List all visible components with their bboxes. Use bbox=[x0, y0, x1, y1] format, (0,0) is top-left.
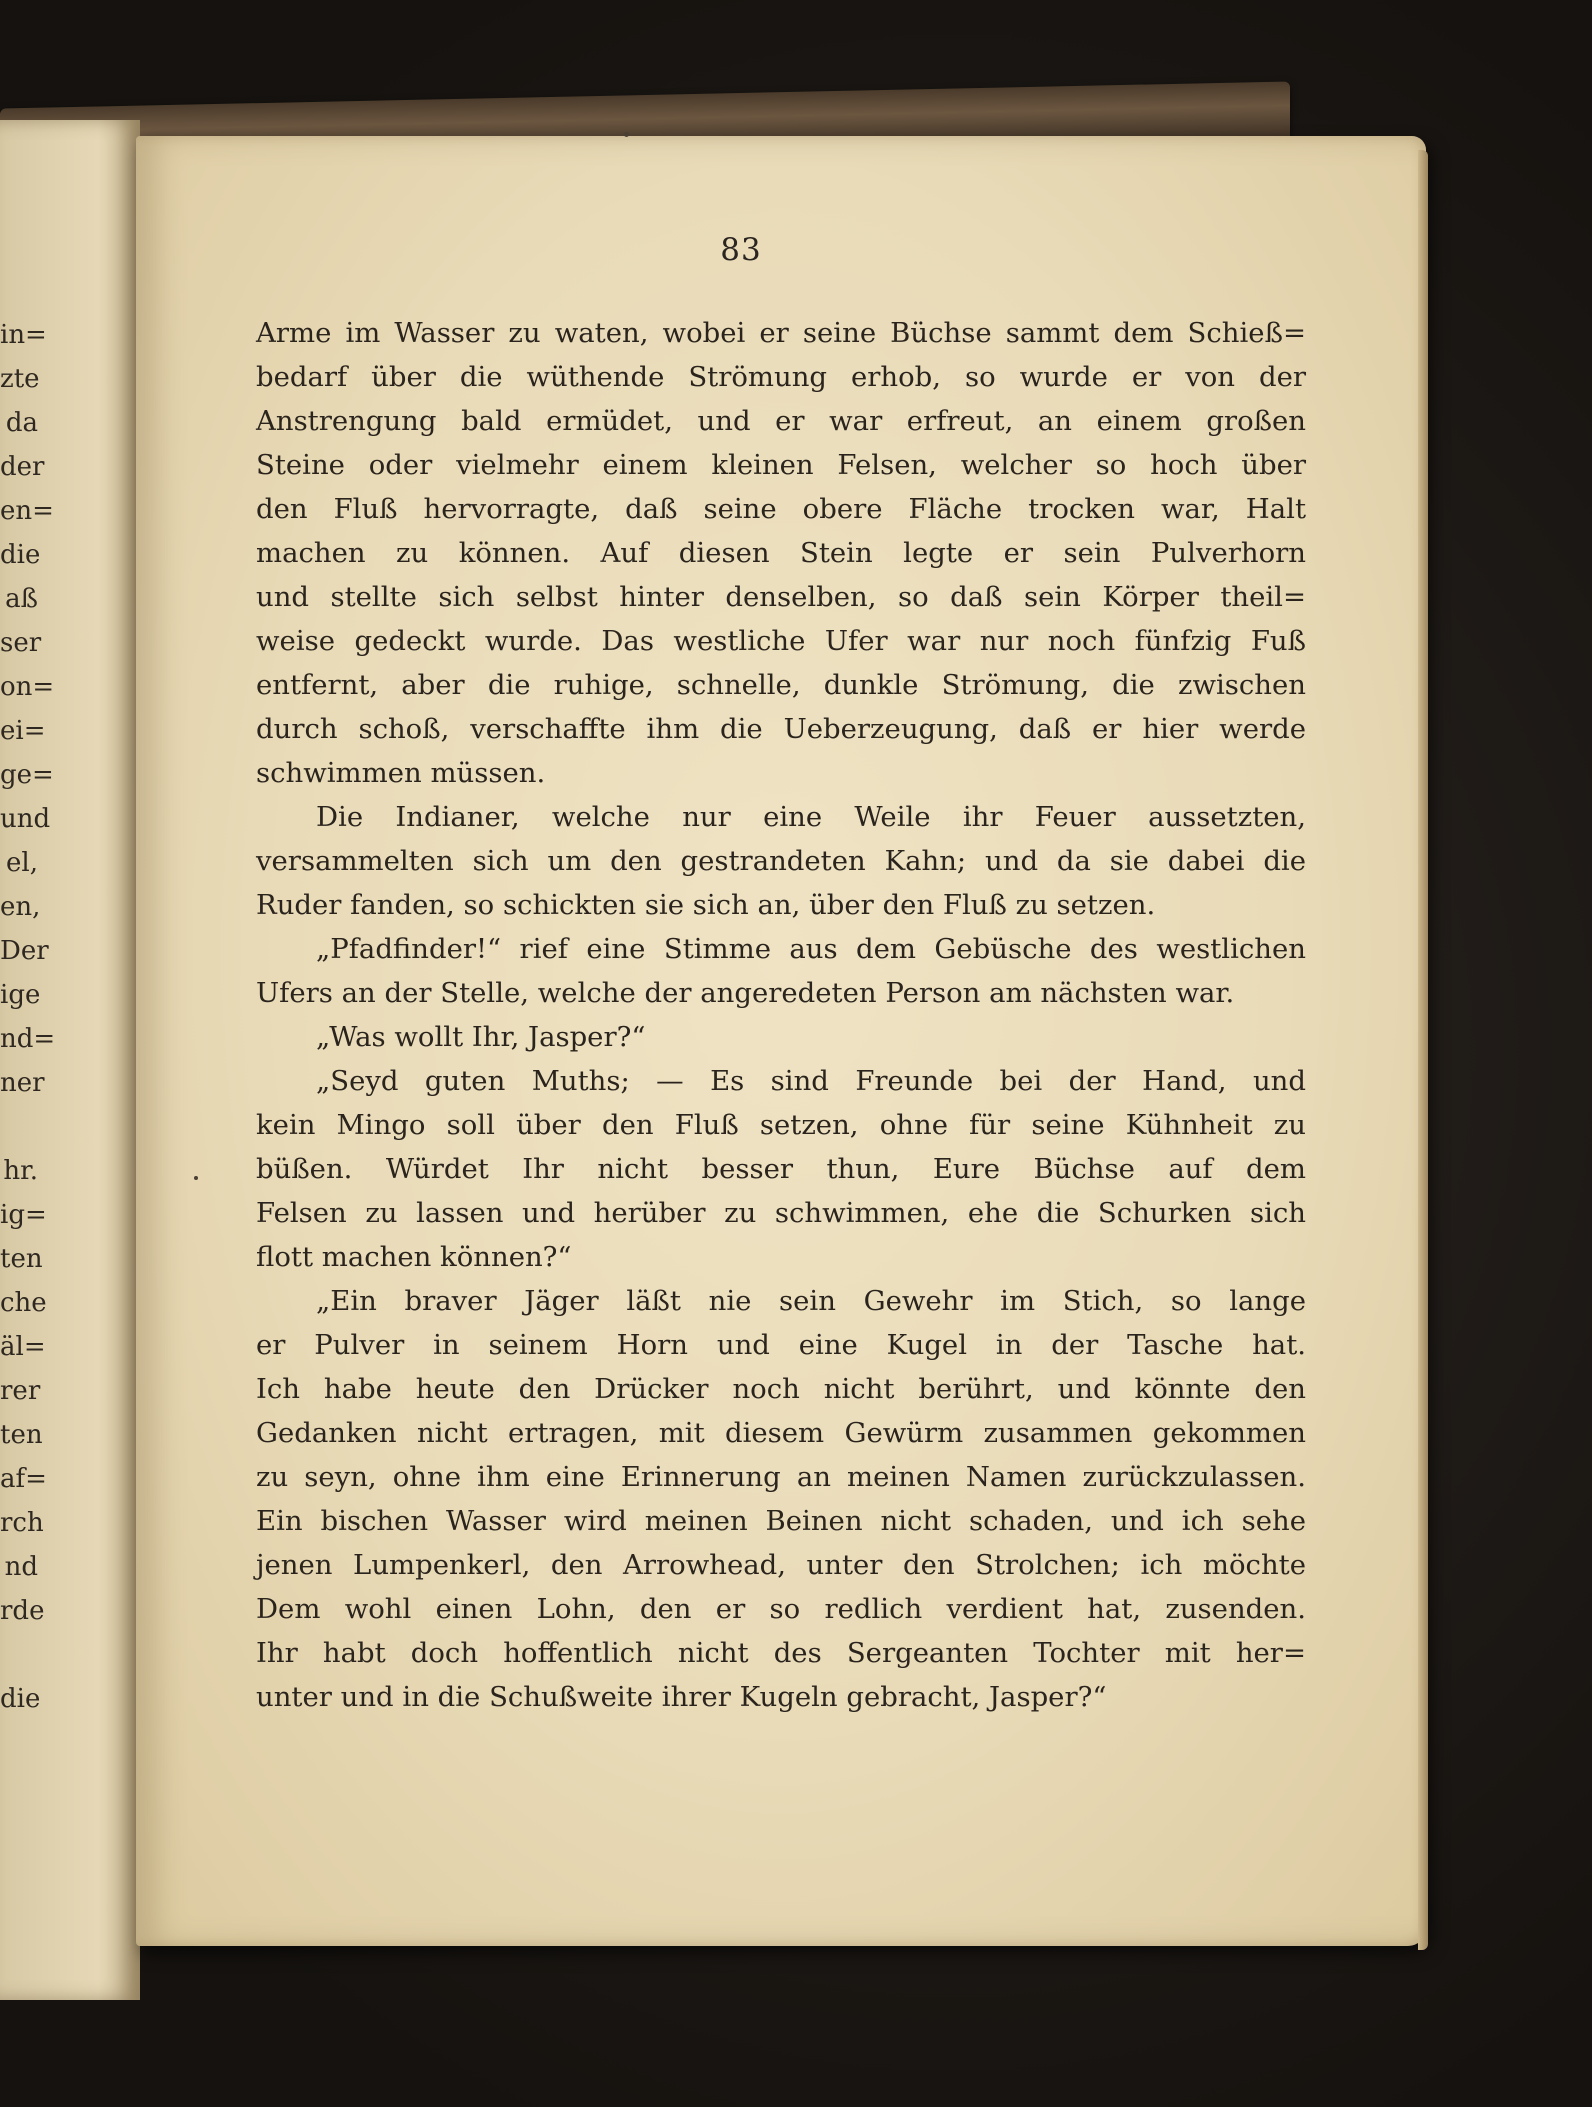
left-page-fragment: der bbox=[0, 452, 45, 482]
left-page-fragment: ige bbox=[0, 980, 41, 1010]
left-page-fragment: nd bbox=[4, 1552, 38, 1582]
text-line: büßen. Würdet Ihr nicht besser thun, Eure Büchse auf dem bbox=[256, 1153, 1306, 1185]
text-line: unter und in die Schußweite ihrer Kugeln gebracht, Jasper?“ bbox=[256, 1681, 1107, 1713]
text-line: Ein bischen Wasser wird meinen Beinen nicht schaden, und ich sehe bbox=[256, 1505, 1306, 1537]
text-line: jenen Lumpenkerl, den Arrowhead, unter den Strolchen; ich möchte bbox=[256, 1549, 1306, 1581]
text-line: Ich habe heute den Drücker noch nicht berührt, und könnte den bbox=[256, 1373, 1306, 1405]
text-line: Arme im Wasser zu waten, wobei er seine Büchse sammt dem Schieß= bbox=[256, 317, 1306, 349]
left-page-edge bbox=[0, 120, 140, 2000]
left-page-fragment: ig= bbox=[0, 1200, 47, 1230]
left-page-fragment: die bbox=[0, 1684, 41, 1714]
text-line: Steine oder vielmehr einem kleinen Felsen, welcher so hoch über bbox=[256, 449, 1306, 481]
text-line: kein Mingo soll über den Fluß setzen, ohne für seine Kühnheit zu bbox=[256, 1109, 1306, 1141]
text-line: „Pfadfinder!“ rief eine Stimme aus dem Gebüsche des westlichen bbox=[316, 933, 1306, 965]
text-line: er Pulver in seinem Horn und eine Kugel in der Tasche hat. bbox=[256, 1329, 1306, 1361]
left-page-fragment: zte bbox=[0, 364, 40, 394]
left-page-fragment: da bbox=[5, 408, 38, 438]
left-page-fragment: ei= bbox=[0, 716, 46, 746]
page-edge bbox=[1418, 150, 1428, 1950]
left-page-fragment: ten bbox=[0, 1244, 43, 1274]
left-page-fragment: rch bbox=[0, 1508, 44, 1538]
text-line: Anstrengung bald ermüdet, und er war erfreut, an einem großen bbox=[256, 405, 1306, 437]
text-line: Gedanken nicht ertragen, mit diesem Gewürm zusammen gekommen bbox=[256, 1417, 1306, 1449]
page-number: 83 bbox=[720, 232, 762, 268]
left-page-fragment: en= bbox=[0, 496, 54, 526]
left-page-fragment: äl= bbox=[0, 1332, 46, 1362]
text-line: „Was wollt Ihr, Jasper?“ bbox=[316, 1021, 646, 1053]
left-page-fragment: die bbox=[0, 540, 41, 570]
left-page-fragment: ner bbox=[0, 1068, 45, 1098]
text-line: durch schoß, verschaffte ihm die Ueberzeugung, daß er hier werde bbox=[256, 713, 1306, 745]
text-line: schwimmen müssen. bbox=[256, 757, 546, 789]
text-line: zu seyn, ohne ihm eine Erinnerung an meinen Namen zurückzulassen. bbox=[256, 1461, 1306, 1493]
left-page-fragment: on= bbox=[0, 672, 55, 702]
text-line: bedarf über die wüthende Strömung erhob, so wurde er von der bbox=[256, 361, 1306, 393]
text-line: „Ein braver Jäger läßt nie sein Gewehr im Stich, so lange bbox=[316, 1285, 1306, 1317]
text-line: den Fluß hervorragte, daß seine obere Fläche trocken war, Halt bbox=[256, 493, 1306, 525]
text-line: weise gedeckt wurde. Das westliche Ufer war nur noch fünfzig Fuß bbox=[256, 625, 1306, 657]
left-page-fragment: rer bbox=[0, 1376, 41, 1406]
text-line: „Seyd guten Muths; — Es sind Freunde bei der Hand, und bbox=[316, 1065, 1306, 1097]
left-page-fragment: en, bbox=[0, 892, 41, 922]
left-page-fragment: Der bbox=[0, 936, 49, 966]
text-line: und stellte sich selbst hinter denselben, so daß sein Körper theil= bbox=[256, 581, 1306, 613]
left-page-fragment: rde bbox=[0, 1596, 45, 1626]
text-line: machen zu können. Auf diesen Stein legte er sein Pulverhorn bbox=[256, 537, 1306, 569]
left-page-fragment: nd= bbox=[0, 1024, 56, 1054]
text-line: Felsen zu lassen und herüber zu schwimmen, ehe die Schurken sich bbox=[256, 1197, 1306, 1229]
text-line: Ruder fanden, so schickten sie sich an, über den Fluß zu setzen. bbox=[256, 889, 1156, 921]
ink-speck bbox=[194, 1176, 198, 1180]
left-page-fragment: ten bbox=[0, 1420, 43, 1450]
text-line: Dem wohl einen Lohn, den er so redlich verdient hat, zusenden. bbox=[256, 1593, 1306, 1625]
text-line: Ihr habt doch hoffentlich nicht des Sergeanten Tochter mit her= bbox=[256, 1637, 1306, 1669]
left-page-fragment: in= bbox=[0, 320, 47, 350]
text-line: versammelten sich um den gestrandeten Kahn; und da sie dabei die bbox=[256, 845, 1306, 877]
body-text bbox=[256, 311, 1306, 1719]
left-page-fragment: und bbox=[0, 804, 51, 834]
text-line: Ufers an der Stelle, welche der angeredeten Person am nächsten war. bbox=[256, 977, 1235, 1009]
left-page-fragment: ge= bbox=[0, 760, 54, 790]
left-page-fragment: che bbox=[0, 1288, 47, 1318]
ink-speck bbox=[624, 132, 629, 137]
left-page-fragment: aß bbox=[5, 584, 38, 614]
left-page-fragment: ser bbox=[0, 628, 42, 658]
text-line: entfernt, aber die ruhige, schnelle, dunkle Strömung, die zwischen bbox=[256, 669, 1306, 701]
left-page-fragment: el, bbox=[6, 848, 38, 878]
text-line: Die Indianer, welche nur eine Weile ihr Feuer aussetzten, bbox=[316, 801, 1306, 833]
left-page-fragment: af= bbox=[0, 1464, 47, 1494]
book-page bbox=[136, 136, 1426, 1946]
text-line: flott machen können?“ bbox=[256, 1241, 572, 1273]
left-page-fragment: hr. bbox=[3, 1156, 38, 1186]
